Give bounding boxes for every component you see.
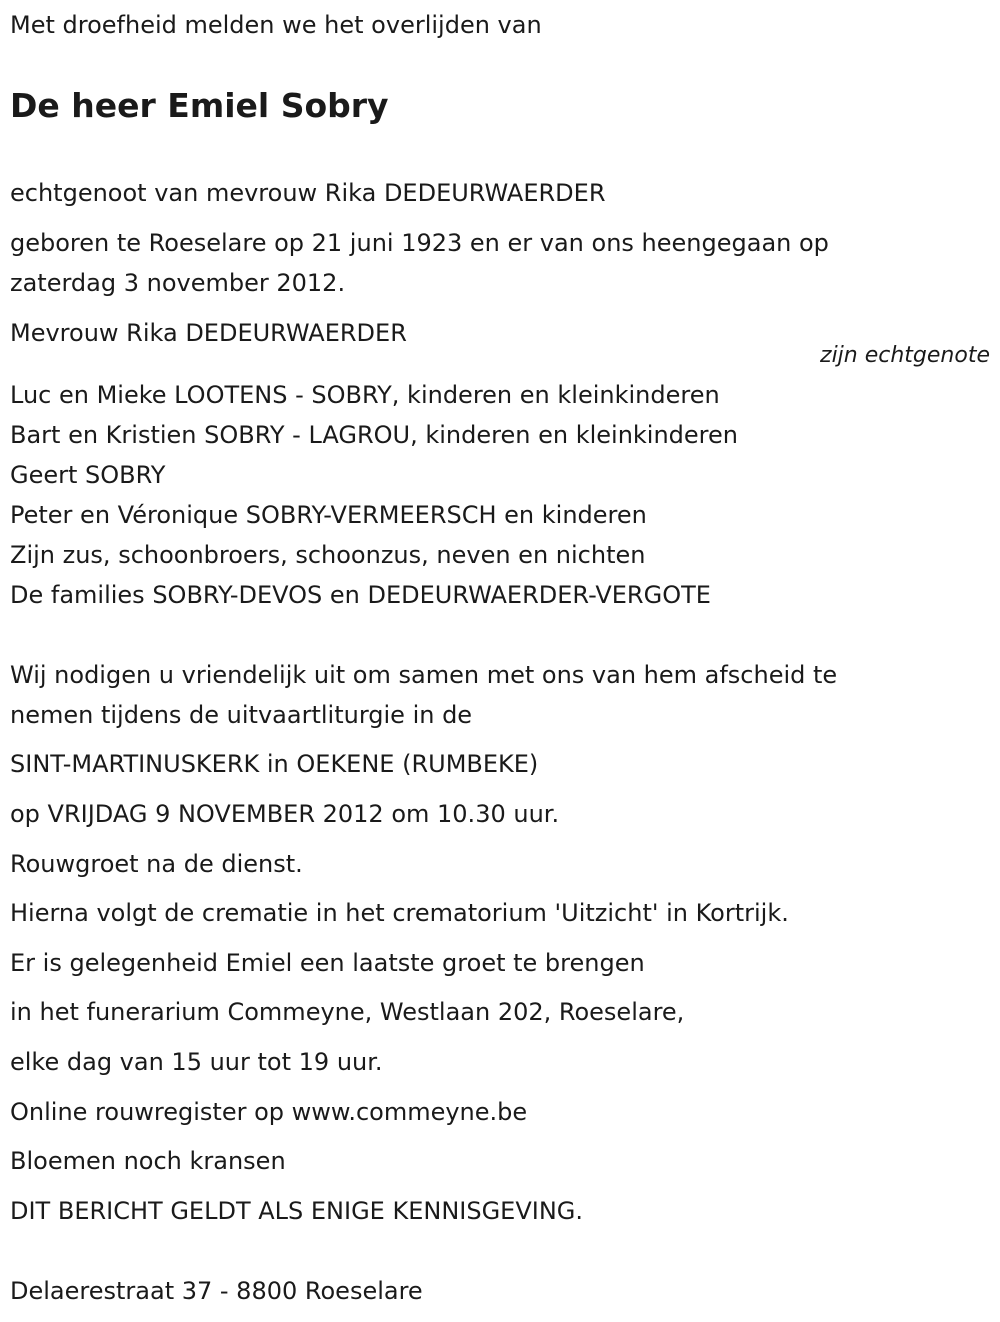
- birth-line-1: geboren te Roeselare op 21 juni 1923 en er van ons heengegaan op: [10, 229, 829, 257]
- detail-line: Rouwgroet na de dienst.: [10, 850, 303, 878]
- deceased-title: De heer Emiel Sobry: [10, 86, 389, 125]
- detail-line: op VRIJDAG 9 NOVEMBER 2012 om 10.30 uur.: [10, 800, 560, 828]
- family-line: Luc en Mieke LOOTENS - SOBRY, kinderen en kleinkinderen: [10, 381, 720, 409]
- family-line: Peter en Véronique SOBRY-VERMEERSCH en kinderen: [10, 501, 647, 529]
- detail-line: Bloemen noch kransen: [10, 1147, 286, 1175]
- spouse-line: echtgenoot van mevrouw Rika DEDEURWAERDER: [10, 179, 606, 207]
- invite-line-1: Wij nodigen u vriendelijk uit om samen met ons van hem afscheid te: [10, 661, 838, 689]
- spouse-relation: zijn echtgenote: [820, 343, 990, 368]
- family-line: Bart en Kristien SOBRY - LAGROU, kinderen en kleinkinderen: [10, 421, 738, 449]
- invite-line-2: nemen tijdens de uitvaartliturgie in de: [10, 701, 473, 729]
- intro-text: Met droefheid melden we het overlijden van: [10, 11, 542, 39]
- detail-line: Hierna volgt de crematie in het crematorium 'Uitzicht' in Kortrijk.: [10, 899, 789, 927]
- address: Delaerestraat 37 - 8800 Roeselare: [10, 1277, 423, 1305]
- detail-line: Er is gelegenheid Emiel een laatste groet te brengen: [10, 949, 645, 977]
- detail-line: elke dag van 15 uur tot 19 uur.: [10, 1048, 383, 1076]
- detail-line: SINT-MARTINUSKERK in OEKENE (RUMBEKE): [10, 750, 539, 778]
- detail-line: in het funerarium Commeyne, Westlaan 202, Roeselare,: [10, 998, 685, 1026]
- family-line: Zijn zus, schoonbroers, schoonzus, neven en nichten: [10, 541, 646, 569]
- detail-line: Online rouwregister op www.commeyne.be: [10, 1098, 528, 1126]
- birth-line-2: zaterdag 3 november 2012.: [10, 269, 346, 297]
- family-line: De families SOBRY-DEVOS en DEDEURWAERDER-VERGOTE: [10, 581, 711, 609]
- detail-line: DIT BERICHT GELDT ALS ENIGE KENNISGEVING.: [10, 1197, 584, 1225]
- spouse-name: Mevrouw Rika DEDEURWAERDER: [10, 319, 407, 347]
- family-line: Geert SOBRY: [10, 461, 166, 489]
